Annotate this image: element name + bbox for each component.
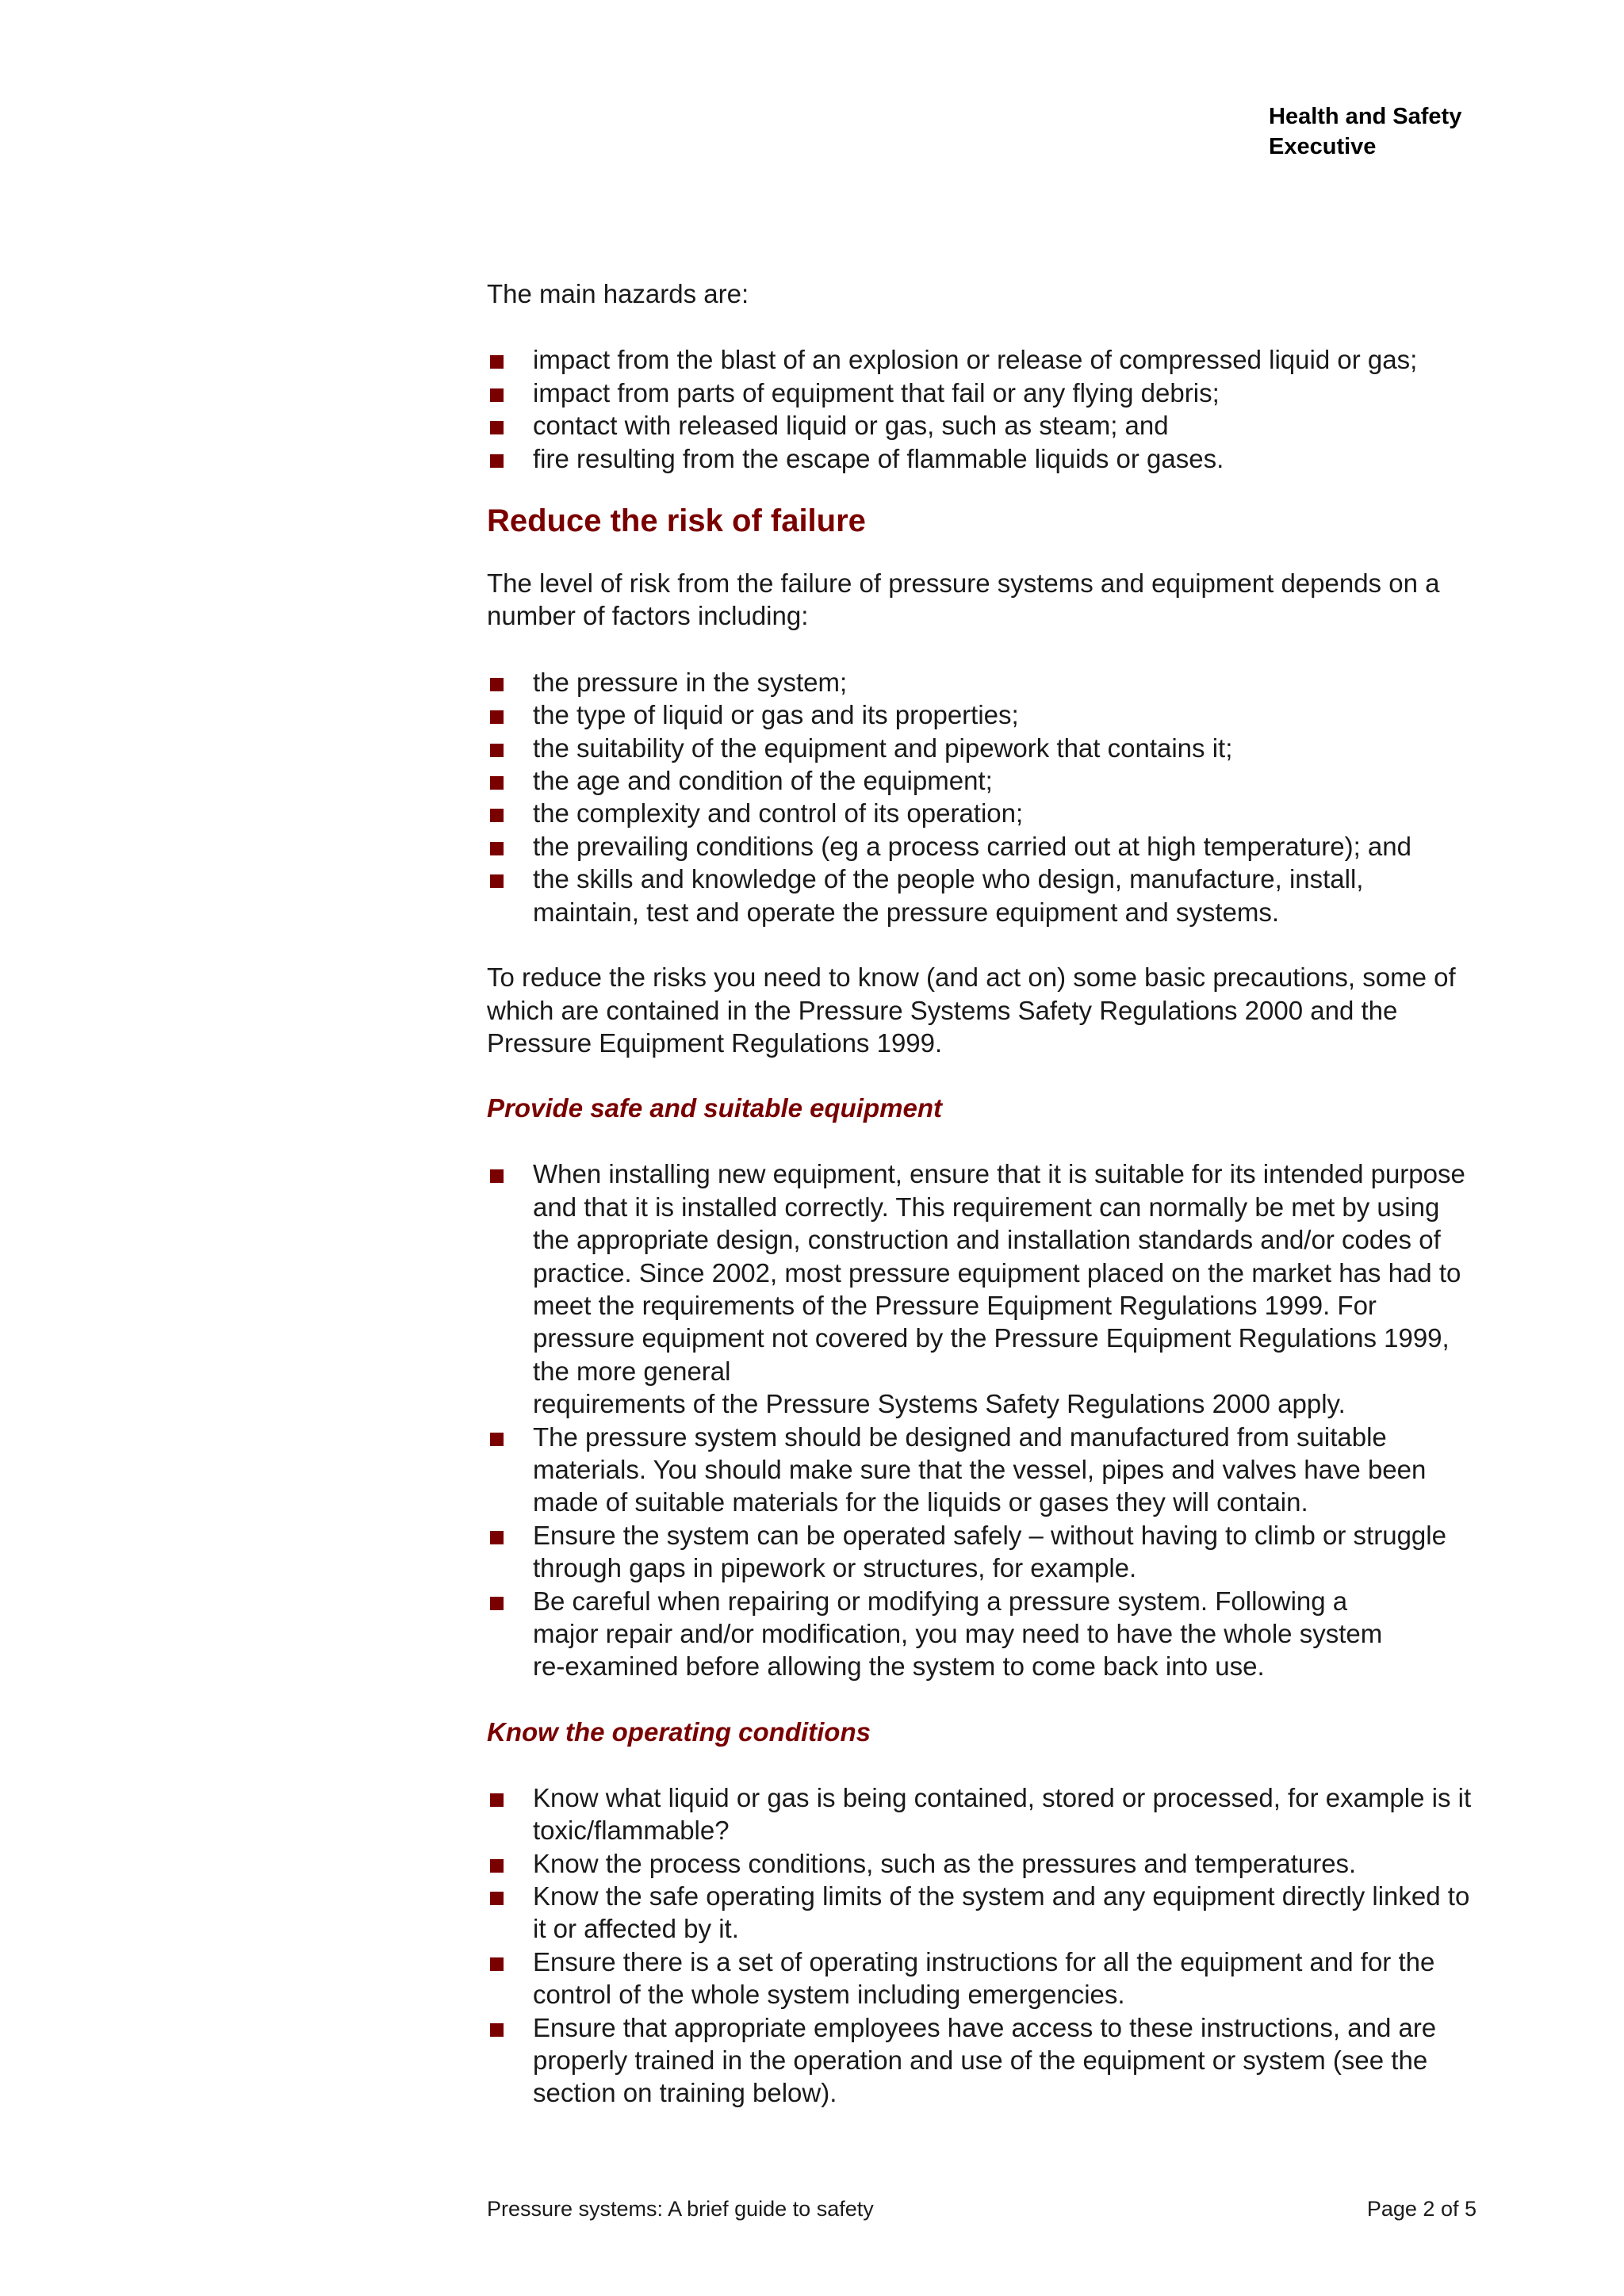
section-title: Reduce the risk of failure bbox=[487, 503, 866, 539]
list-item-text: the skills and knowledge of the people who design, manufacture, install, maintain, test and operate the pressure equipment and systems. bbox=[533, 864, 1364, 927]
list-item bbox=[487, 1519, 1486, 1585]
subsection-title-conditions: Know the operating conditions bbox=[487, 1716, 871, 1747]
bullet-icon bbox=[490, 842, 504, 855]
bullet-icon bbox=[490, 388, 504, 402]
bullet-icon bbox=[490, 454, 504, 468]
risk-intro-paragraph: The level of risk from the failure of pressure systems and equipment depends on a number of factors including: bbox=[487, 568, 1440, 631]
org-name bbox=[1269, 101, 1586, 162]
hazards-list bbox=[487, 343, 1486, 475]
list-item bbox=[487, 764, 1486, 797]
org-name-line1: Health and Safety bbox=[1269, 104, 1462, 129]
list-item bbox=[487, 666, 1486, 698]
hazards-intro: The main hazards are: bbox=[487, 279, 749, 308]
list-item-text: Ensure that appropriate employees have access to these instructions, and are properly trained in the operation and use of the equipment or system (see the section on training below). bbox=[533, 2012, 1437, 2108]
org-name-line2: Executive bbox=[1269, 134, 1377, 159]
list-item-text: Ensure there is a set of operating instructions for all the equipment and for the control of the whole system including emergencies. bbox=[533, 1946, 1435, 2010]
list-item bbox=[487, 863, 1486, 928]
equipment-list bbox=[487, 1158, 1486, 1683]
list-item bbox=[487, 2011, 1486, 2110]
list-item-text: Know the safe operating limits of the system and any equipment directly linked to it or affected by it. bbox=[533, 1881, 1470, 1944]
bullet-icon bbox=[490, 744, 504, 757]
list-item-text: Know the process conditions, such as the pressures and temperatures. bbox=[533, 1848, 1357, 1878]
list-item-text: Be careful when repairing or modifying a pressure system. Following a major repair and/or modification, you may need to have the whole system re-examined before allowing the system to come back into use. bbox=[533, 1586, 1383, 1682]
list-item-text: impact from the blast of an explosion or release of compressed liquid or gas; bbox=[533, 345, 1418, 375]
list-item bbox=[487, 1880, 1486, 1946]
list-item-text: the suitability of the equipment and pipework that contains it; bbox=[533, 733, 1233, 763]
list-item bbox=[487, 797, 1486, 829]
list-item bbox=[487, 343, 1486, 376]
list-item-text: When installing new equipment, ensure that it is suitable for its intended purpose and that it is installed correctly. This requirement can normally be met by using the appropriate design, construction and installation standards and/or codes of practice. Since 2002, most pressure equipment placed on the market has had to meet the requirements of the Pressure Equipment Regulations 1999. For pressure equipment not covered by the Pressure Equipment Regulations 1999, the more general bbox=[533, 1159, 1465, 1386]
list-item bbox=[487, 1421, 1486, 1519]
factors-list bbox=[487, 666, 1486, 928]
bullet-icon bbox=[490, 1859, 504, 1873]
bullet-icon bbox=[490, 678, 504, 691]
bullet-icon bbox=[490, 355, 504, 369]
list-item bbox=[487, 409, 1486, 442]
list-item-text: Know what liquid or gas is being contained, stored or processed, for example is it toxic/flammable? bbox=[533, 1782, 1472, 1846]
bullet-icon bbox=[490, 1793, 504, 1807]
list-item-text: the type of liquid or gas and its properties; bbox=[533, 700, 1019, 730]
bullet-icon bbox=[490, 1957, 504, 1971]
list-item bbox=[487, 830, 1486, 863]
list-item bbox=[487, 1158, 1486, 1420]
list-item bbox=[487, 377, 1486, 409]
footer-document-title: Pressure systems: A brief guide to safety bbox=[487, 2197, 874, 2221]
list-item bbox=[487, 698, 1486, 731]
footer-page-number: Page 2 of 5 bbox=[1366, 2197, 1477, 2221]
list-item bbox=[487, 1847, 1486, 1880]
list-item-text: Ensure the system can be operated safely – without having to climb or struggle through gaps in pipework or structures, for example. bbox=[533, 1520, 1446, 1583]
document-body bbox=[487, 277, 1486, 2110]
bullet-icon bbox=[490, 776, 504, 790]
list-item-text: the age and condition of the equipment; bbox=[533, 766, 993, 796]
list-item-text: the prevailing conditions (eg a process carried out at high temperature); and bbox=[533, 831, 1411, 861]
bullet-icon bbox=[490, 1169, 504, 1183]
list-item bbox=[487, 1946, 1486, 2011]
bullet-icon bbox=[490, 874, 504, 888]
bullet-icon bbox=[490, 421, 504, 434]
list-item bbox=[487, 442, 1486, 475]
bullet-icon bbox=[490, 2023, 504, 2037]
bullet-icon bbox=[490, 1597, 504, 1610]
list-item-continuation: requirements of the Pressure Systems Safety Regulations 2000 apply. bbox=[533, 1389, 1346, 1419]
list-item-text: the pressure in the system; bbox=[533, 667, 848, 697]
subsection-title-equipment: Provide safe and suitable equipment bbox=[487, 1093, 942, 1123]
list-item-text: the complexity and control of its operation; bbox=[533, 798, 1024, 828]
bullet-icon bbox=[490, 809, 504, 822]
list-item bbox=[487, 1585, 1486, 1683]
precautions-paragraph: To reduce the risks you need to know (and act on) some basic precautions, some of which are contained in the Pressure Systems Safety Regulations 2000 and the Pressure Equipment Regulations 1999. bbox=[487, 962, 1456, 1058]
bullet-icon bbox=[490, 1892, 504, 1905]
list-item-text: contact with released liquid or gas, such as steam; and bbox=[533, 411, 1169, 441]
conditions-list bbox=[487, 1781, 1486, 2110]
bullet-icon bbox=[490, 710, 504, 724]
list-item-text: The pressure system should be designed and manufactured from suitable materials. You should make sure that the vessel, pipes and valves have been made of suitable materials for the liquids or gases they will contain. bbox=[533, 1422, 1427, 1517]
bullet-icon bbox=[490, 1531, 504, 1544]
list-item bbox=[487, 1781, 1486, 1847]
list-item bbox=[487, 732, 1486, 764]
bullet-icon bbox=[490, 1433, 504, 1446]
list-item-text: fire resulting from the escape of flammable liquids or gases. bbox=[533, 443, 1224, 473]
list-item-text: impact from parts of equipment that fail or any flying debris; bbox=[533, 377, 1220, 408]
